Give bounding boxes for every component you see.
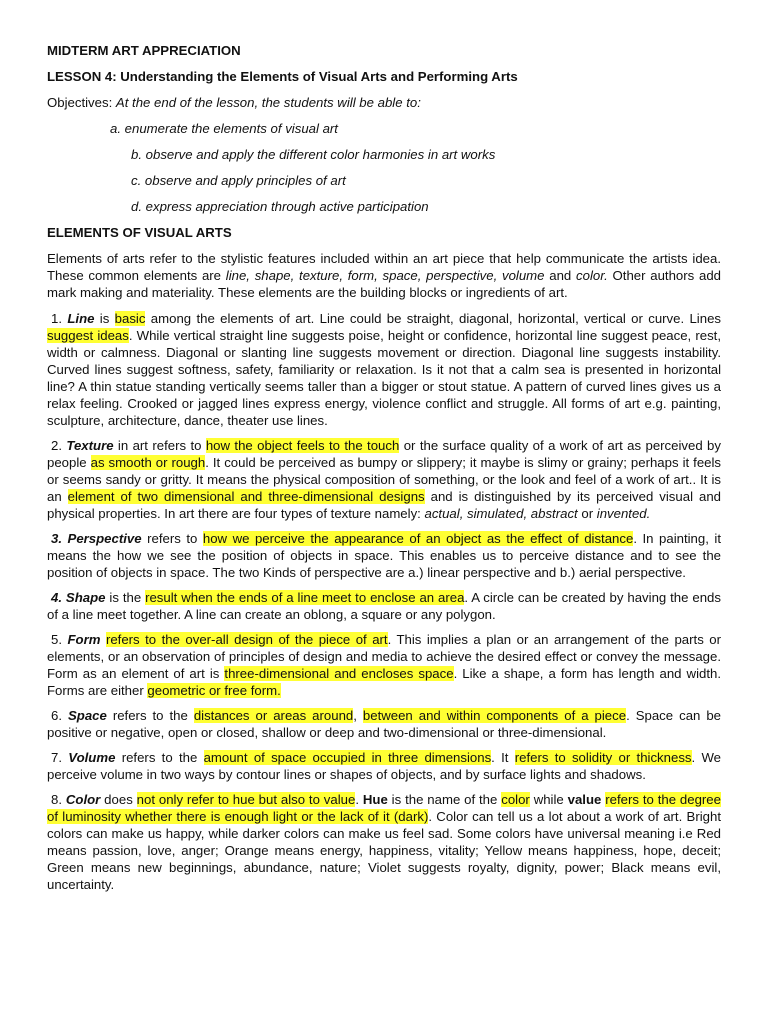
body-text: . Space can be positive or negative, open or closed, shallow or deep and two-dimensional or three-dimensional.: [47, 708, 722, 740]
highlight: refers to solidity or thickness: [514, 750, 692, 765]
body-text: among the elements of art. Line could be straight, diagonal, horizontal, vertical or curve. Lines: [145, 311, 721, 326]
term-space: Space: [67, 708, 107, 723]
objectives-intro-text: At the end of the lesson, the students will be able to:: [115, 95, 421, 110]
term-perspective: Perspective: [67, 531, 142, 546]
lesson-title: LESSON 4: Understanding the Elements of Visual Arts and Performing Arts: [47, 69, 518, 84]
intro-text: Elements of arts refer to the stylistic features included within an art piece that help communicate the artists idea. These common elements are: [47, 251, 721, 283]
highlight: between and within components of a piece: [362, 708, 627, 723]
intro-text: and: [544, 268, 577, 283]
term-line: Line: [67, 311, 95, 326]
body-text: . We perceive volume in two ways by contour lines or shapes of objects, and by surface lights and shadows.: [47, 750, 721, 782]
item-number: 2.: [51, 438, 67, 453]
intro-elements-list: line, shape, texture, form, space, perspective, volume: [225, 268, 545, 283]
body-text: is: [94, 311, 115, 326]
paragraph-volume: [47, 749, 721, 783]
highlight: amount of space occupied in three dimensions: [203, 750, 492, 765]
body-text: refers to the: [106, 708, 194, 723]
body-text: . While vertical straight line suggests poise, height or confidence, horizontal line suggest peace, rest, width or calmness. Diagonal or slanting line suggests movement or direction. Diagonal line suggests instability. Curved lines suggest softness, safety, familiarity or relaxation. Is it not that a calm sea is presented in horizontal line? A thin statue standing vertically seems taller than a bigger or stout statue. A pattern of curved lines gives us a relax feeling. Crooked or jagged lines express energy, violence conflict and struggle. All forms of art e.g. painting, sculpture, architecture, dance, theater use lines.: [47, 328, 721, 428]
body-text: . A circle can be created by having the ends of a line meet together. A line can create an oblong, a square or any polygon.: [47, 590, 721, 622]
body-text: is the: [105, 590, 146, 605]
objective-item: a. enumerate the elements of visual art: [110, 121, 338, 136]
term-form: Form: [67, 632, 101, 647]
body-text: in art refers to: [113, 438, 206, 453]
term-texture: Texture: [66, 438, 114, 453]
intro-text: Other authors add mark making and materiality. These elements are the building blocks or ingredients of art.: [47, 268, 721, 300]
item-number: 3.: [51, 531, 68, 546]
body-text: . It could be perceived as bumpy or slippery; it maybe is slimy or grainy; perhaps it feels or seems sandy or gritty. It means the physical composition of something, or the look and feel of a work of art.. It is an: [47, 455, 722, 504]
body-text: ,: [353, 708, 363, 723]
highlight: basic: [114, 311, 146, 326]
paragraph-space: [47, 707, 721, 741]
texture-type-invented: invented.: [596, 506, 651, 521]
texture-types: actual, simulated, abstract: [424, 506, 578, 521]
body-text: or: [577, 506, 597, 521]
item-number: 6.: [51, 708, 68, 723]
paragraph-form: [47, 631, 721, 699]
objective-item: b. observe and apply the different color harmonies in art works: [131, 147, 496, 162]
section-heading: ELEMENTS OF VISUAL ARTS: [47, 225, 232, 240]
intro-paragraph: [47, 250, 721, 301]
highlight: element of two dimensional and three-dimensional designs: [67, 489, 425, 504]
document-page: [47, 42, 721, 901]
objective-item: d. express appreciation through active participation: [131, 199, 429, 214]
highlight: refers to the degree of luminosity whether there is enough light or the lack of it (dark): [47, 792, 721, 824]
highlight: geometric or free form.: [147, 683, 281, 698]
highlight: refers to the over-all design of the piece of art: [105, 632, 388, 647]
body-text: refers to: [141, 531, 203, 546]
objectives-label: Objectives:: [47, 95, 113, 110]
body-text: while: [529, 792, 568, 807]
body-text: is the name of the: [387, 792, 502, 807]
highlight: distances or areas around: [193, 708, 354, 723]
body-text: and is distinguished by its perceived visual and physical properties. In art there are four types of texture namely:: [47, 489, 721, 521]
item-number: 1.: [51, 311, 68, 326]
objective-item: c. observe and apply principles of art: [131, 173, 346, 188]
term-shape: Shape: [65, 590, 106, 605]
body-text: . It: [491, 750, 515, 765]
item-number: 8.: [51, 792, 66, 807]
highlight: color: [501, 792, 530, 807]
item-number: 7.: [51, 750, 69, 765]
paragraph-shape: [47, 589, 721, 623]
paragraph-texture: [47, 437, 721, 522]
term-volume: Volume: [68, 750, 116, 765]
highlight: how the object feels to the touch: [205, 438, 400, 453]
body-text: does: [100, 792, 137, 807]
body-text: . Like a shape, a form has length and width. Forms are either: [47, 666, 721, 698]
term-hue: Hue: [362, 792, 388, 807]
term-value: value: [567, 792, 602, 807]
body-text: .: [355, 792, 363, 807]
document-title: MIDTERM ART APPRECIATION: [47, 43, 241, 58]
highlight: result when the ends of a line meet to enclose an area: [145, 590, 465, 605]
paragraph-perspective: [47, 530, 721, 581]
body-text: . Color can tell us a lot about a work of art. Bright colors can make us happy, while darker colors can make us feel sad. Some colors have universal meaning i.e Red means passion, love, anger; Orange means energy, happiness, vitality; Yellow means happiness, hope, deceit; Green means new beginnings, abundance, nature; Violet suggests royalty, dignity, power; Black means evil, uncertainty.: [47, 809, 721, 892]
body-text: refers to the: [115, 750, 204, 765]
body-text: . This implies a plan or an arrangement of the parts or elements, or an observation of principles of design and media to achieve the desired effect or convey the message. Form as an element of art is: [47, 632, 721, 681]
item-number: 4.: [51, 590, 66, 605]
body-text: or the surface quality of a work of art as perceived by people: [47, 438, 721, 470]
intro-color: color.: [576, 268, 608, 283]
objectives-intro: [47, 94, 721, 111]
paragraph-line: [47, 310, 721, 429]
paragraph-color: [47, 791, 721, 893]
highlight: three-dimensional and encloses space: [224, 666, 454, 681]
highlight: not only refer to hue but also to value: [136, 792, 356, 807]
highlight: suggest ideas: [47, 328, 129, 343]
highlight: as smooth or rough: [90, 455, 206, 470]
term-color: Color: [65, 792, 101, 807]
item-number: 5.: [51, 632, 68, 647]
highlight: how we perceive the appearance of an object as the effect of distance: [202, 531, 634, 546]
body-text: . In painting, it means the how we see the position of objects in space. This enables us to perceive distance and to see the position of objects in space. The two Kinds of perspective are a.) linear perspective and b.) aerial perspective.: [47, 531, 722, 580]
